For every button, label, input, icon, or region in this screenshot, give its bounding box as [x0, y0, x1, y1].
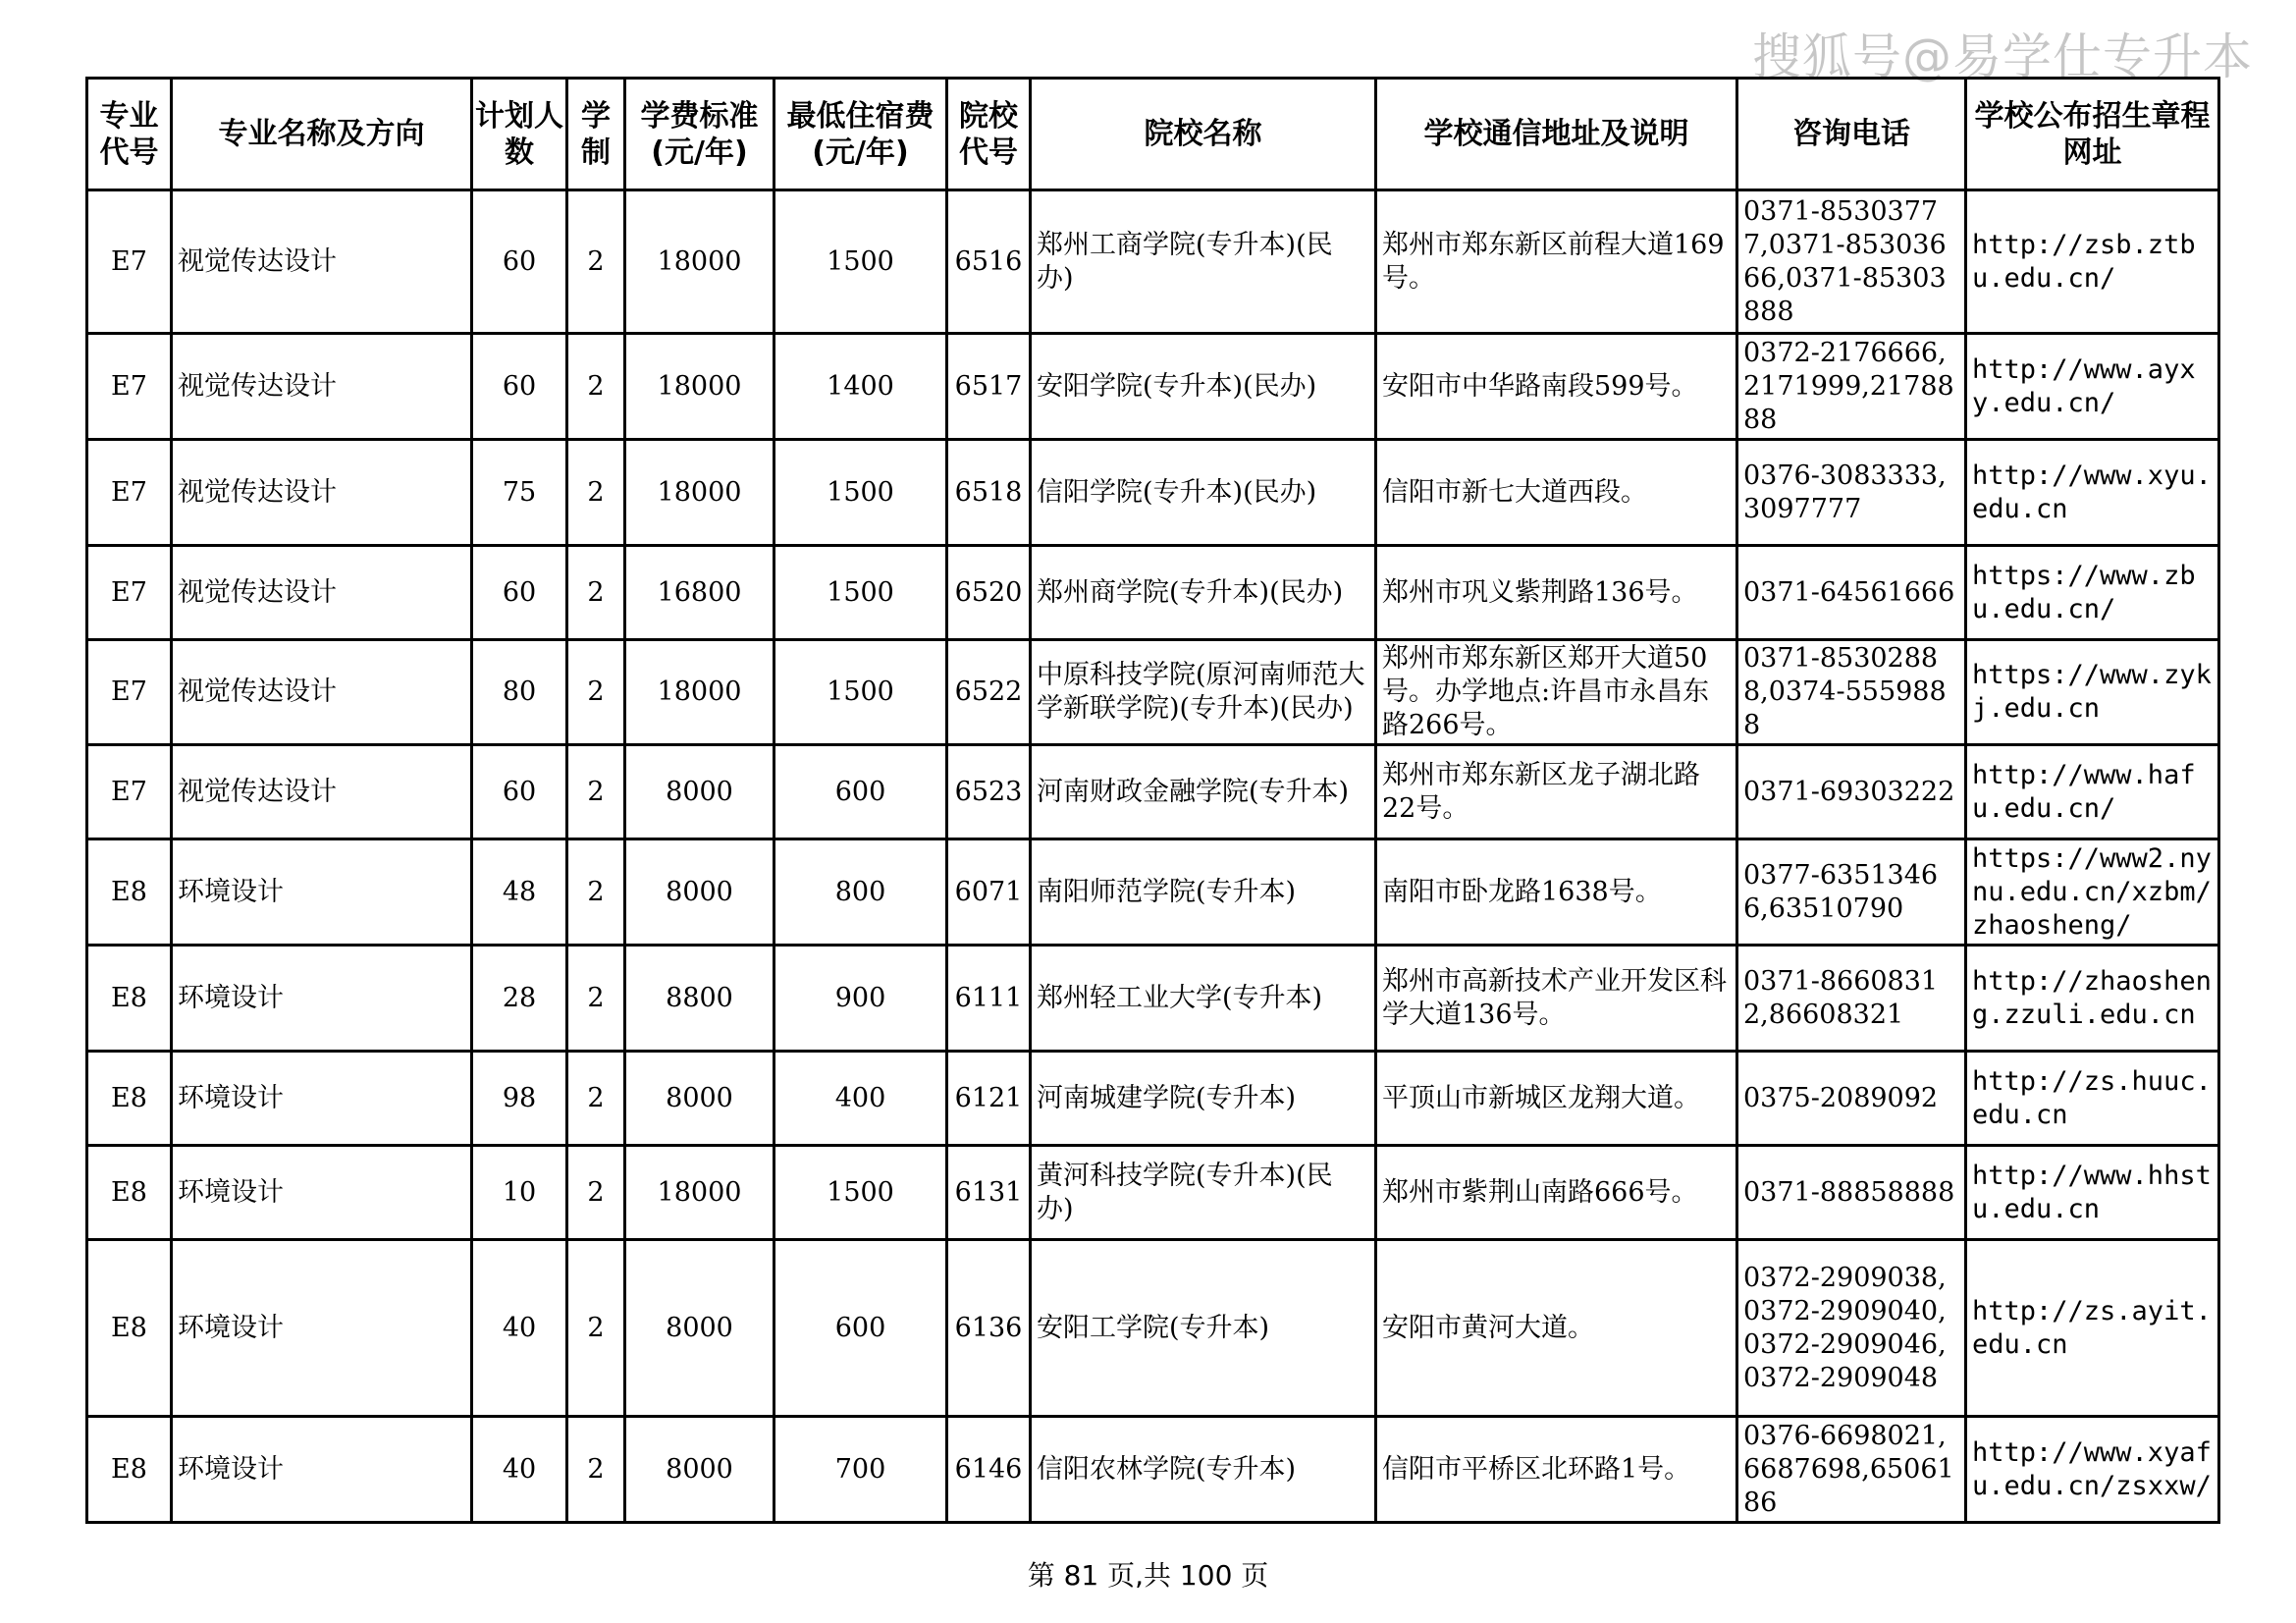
cell-school-code: 6071 [947, 839, 1031, 946]
header-dorm: 最低住宿费(元/年) [774, 79, 947, 190]
cell-url: http://www.hhstu.edu.cn [1966, 1146, 2219, 1240]
cell-fee: 16800 [625, 546, 774, 640]
cell-major: 环境设计 [172, 1146, 472, 1240]
cell-phone: 0371-88858888 [1737, 1146, 1966, 1240]
cell-major: 视觉传达设计 [172, 640, 472, 745]
cell-phone: 0376-3083333,3097777 [1737, 440, 1966, 546]
cell-address: 信阳市新七大道西段。 [1376, 440, 1737, 546]
cell-address: 郑州市郑东新区龙子湖北路22号。 [1376, 745, 1737, 839]
cell-phone: 0372-2909038,0372-2909040,0372-2909046,0372-2909048 [1737, 1240, 1966, 1417]
cell-code: E7 [87, 546, 172, 640]
table-row [87, 546, 2219, 640]
cell-duration: 2 [567, 1417, 625, 1523]
cell-dorm: 1500 [774, 440, 947, 546]
cell-address: 安阳市黄河大道。 [1376, 1240, 1737, 1417]
header-row [87, 79, 2219, 190]
cell-code: E8 [87, 839, 172, 946]
cell-code: E8 [87, 1146, 172, 1240]
cell-url: http://www.xyafu.edu.cn/zsxxw/ [1966, 1417, 2219, 1523]
cell-plan: 98 [472, 1052, 567, 1146]
cell-major: 视觉传达设计 [172, 546, 472, 640]
cell-code: E8 [87, 1052, 172, 1146]
cell-plan: 80 [472, 640, 567, 745]
cell-dorm: 600 [774, 1240, 947, 1417]
header-plan: 计划人数 [472, 79, 567, 190]
cell-major: 环境设计 [172, 946, 472, 1052]
cell-dorm: 1500 [774, 640, 947, 745]
table-body [87, 190, 2219, 1523]
table-row [87, 440, 2219, 546]
cell-school-code: 6136 [947, 1240, 1031, 1417]
cell-school-code: 6518 [947, 440, 1031, 546]
cell-duration: 2 [567, 1052, 625, 1146]
cell-dorm: 1500 [774, 190, 947, 334]
table-row [87, 1417, 2219, 1523]
cell-address: 平顶山市新城区龙翔大道。 [1376, 1052, 1737, 1146]
cell-school-name: 黄河科技学院(专升本)(民办) [1031, 1146, 1376, 1240]
cell-duration: 2 [567, 1240, 625, 1417]
cell-url: http://www.ayxy.edu.cn/ [1966, 334, 2219, 440]
cell-plan: 10 [472, 1146, 567, 1240]
cell-plan: 40 [472, 1417, 567, 1523]
cell-phone: 0371-86608312,86608321 [1737, 946, 1966, 1052]
cell-dorm: 1500 [774, 546, 947, 640]
cell-address: 郑州市郑东新区郑开大道50号。办学地点:许昌市永昌东路266号。 [1376, 640, 1737, 745]
cell-dorm: 1400 [774, 334, 947, 440]
cell-fee: 8000 [625, 745, 774, 839]
cell-school-name: 郑州轻工业大学(专升本) [1031, 946, 1376, 1052]
cell-url: http://zs.huuc.edu.cn [1966, 1052, 2219, 1146]
cell-code: E7 [87, 745, 172, 839]
cell-duration: 2 [567, 440, 625, 546]
table-row [87, 1052, 2219, 1146]
cell-duration: 2 [567, 640, 625, 745]
cell-address: 信阳市平桥区北环路1号。 [1376, 1417, 1737, 1523]
cell-major: 视觉传达设计 [172, 745, 472, 839]
cell-dorm: 700 [774, 1417, 947, 1523]
cell-url: https://www.zykj.edu.cn [1966, 640, 2219, 745]
cell-plan: 60 [472, 190, 567, 334]
cell-address: 郑州市郑东新区前程大道169号。 [1376, 190, 1737, 334]
cell-fee: 8000 [625, 839, 774, 946]
cell-school-code: 6131 [947, 1146, 1031, 1240]
cell-address: 郑州市巩义紫荆路136号。 [1376, 546, 1737, 640]
table-row [87, 1240, 2219, 1417]
cell-school-code: 6516 [947, 190, 1031, 334]
cell-plan: 60 [472, 334, 567, 440]
header-fee: 学费标准(元/年) [625, 79, 774, 190]
cell-phone: 0371-85302888,0374-5559888 [1737, 640, 1966, 745]
cell-school-code: 6121 [947, 1052, 1031, 1146]
cell-major: 视觉传达设计 [172, 334, 472, 440]
cell-duration: 2 [567, 546, 625, 640]
table-row [87, 334, 2219, 440]
cell-duration: 2 [567, 839, 625, 946]
cell-fee: 8000 [625, 1052, 774, 1146]
cell-url: https://www2.nynu.edu.cn/xzbm/zhaosheng/ [1966, 839, 2219, 946]
cell-phone: 0377-63513466,63510790 [1737, 839, 1966, 946]
table-row [87, 946, 2219, 1052]
cell-url: http://zhaosheng.zzuli.edu.cn [1966, 946, 2219, 1052]
cell-dorm: 400 [774, 1052, 947, 1146]
cell-fee: 18000 [625, 1146, 774, 1240]
cell-plan: 40 [472, 1240, 567, 1417]
header-duration: 学制 [567, 79, 625, 190]
cell-address: 南阳市卧龙路1638号。 [1376, 839, 1737, 946]
cell-major: 环境设计 [172, 1417, 472, 1523]
cell-school-code: 6111 [947, 946, 1031, 1052]
cell-url: http://www.xyu.edu.cn [1966, 440, 2219, 546]
cell-school-name: 信阳学院(专升本)(民办) [1031, 440, 1376, 546]
watermark-text: 搜狐号@易学仕专升本 [1752, 28, 2253, 85]
table-row [87, 640, 2219, 745]
cell-address: 安阳市中华路南段599号。 [1376, 334, 1737, 440]
header-url: 学校公布招生章程网址 [1966, 79, 2219, 190]
cell-dorm: 1500 [774, 1146, 947, 1240]
cell-dorm: 600 [774, 745, 947, 839]
cell-code: E8 [87, 1417, 172, 1523]
cell-major: 环境设计 [172, 1052, 472, 1146]
cell-code: E7 [87, 334, 172, 440]
header-address: 学校通信地址及说明 [1376, 79, 1737, 190]
header-major: 专业名称及方向 [172, 79, 472, 190]
cell-phone: 0371-85303777,0371-85303666,0371-85303888 [1737, 190, 1966, 334]
table-row [87, 1146, 2219, 1240]
cell-school-name: 安阳学院(专升本)(民办) [1031, 334, 1376, 440]
cell-duration: 2 [567, 745, 625, 839]
cell-phone: 0371-64561666 [1737, 546, 1966, 640]
cell-plan: 60 [472, 546, 567, 640]
cell-school-name: 郑州工商学院(专升本)(民办) [1031, 190, 1376, 334]
cell-major: 视觉传达设计 [172, 440, 472, 546]
cell-duration: 2 [567, 1146, 625, 1240]
cell-dorm: 800 [774, 839, 947, 946]
cell-fee: 18000 [625, 190, 774, 334]
cell-plan: 75 [472, 440, 567, 546]
cell-plan: 28 [472, 946, 567, 1052]
cell-school-name: 河南城建学院(专升本) [1031, 1052, 1376, 1146]
cell-fee: 8000 [625, 1417, 774, 1523]
cell-code: E7 [87, 190, 172, 334]
enrollment-table [85, 77, 2220, 1524]
cell-fee: 18000 [625, 334, 774, 440]
page-number: 第 81 页,共 100 页 [1027, 1559, 1269, 1592]
cell-url: http://www.hafu.edu.cn/ [1966, 745, 2219, 839]
cell-major: 环境设计 [172, 1240, 472, 1417]
cell-school-code: 6146 [947, 1417, 1031, 1523]
cell-phone: 0372-2176666,2171999,2178888 [1737, 334, 1966, 440]
cell-phone: 0375-2089092 [1737, 1052, 1966, 1146]
table-row [87, 745, 2219, 839]
cell-major: 视觉传达设计 [172, 190, 472, 334]
table-row [87, 839, 2219, 946]
cell-school-name: 郑州商学院(专升本)(民办) [1031, 546, 1376, 640]
cell-dorm: 900 [774, 946, 947, 1052]
cell-fee: 8800 [625, 946, 774, 1052]
cell-phone: 0376-6698021,6687698,6506186 [1737, 1417, 1966, 1523]
cell-code: E7 [87, 640, 172, 745]
cell-code: E8 [87, 946, 172, 1052]
cell-fee: 18000 [625, 440, 774, 546]
cell-code: E7 [87, 440, 172, 546]
cell-school-name: 河南财政金融学院(专升本) [1031, 745, 1376, 839]
cell-url: https://www.zbu.edu.cn/ [1966, 546, 2219, 640]
cell-school-code: 6520 [947, 546, 1031, 640]
cell-school-code: 6522 [947, 640, 1031, 745]
header-phone: 咨询电话 [1737, 79, 1966, 190]
cell-school-name: 信阳农林学院(专升本) [1031, 1417, 1376, 1523]
cell-school-name: 南阳师范学院(专升本) [1031, 839, 1376, 946]
cell-phone: 0371-69303222 [1737, 745, 1966, 839]
cell-code: E8 [87, 1240, 172, 1417]
cell-fee: 8000 [625, 1240, 774, 1417]
cell-school-code: 6517 [947, 334, 1031, 440]
cell-duration: 2 [567, 946, 625, 1052]
cell-fee: 18000 [625, 640, 774, 745]
cell-plan: 48 [472, 839, 567, 946]
cell-school-code: 6523 [947, 745, 1031, 839]
cell-address: 郑州市紫荆山南路666号。 [1376, 1146, 1737, 1240]
header-code: 专业代号 [87, 79, 172, 190]
cell-url: http://zsb.ztbu.edu.cn/ [1966, 190, 2219, 334]
cell-address: 郑州市高新技术产业开发区科学大道136号。 [1376, 946, 1737, 1052]
cell-school-name: 安阳工学院(专升本) [1031, 1240, 1376, 1417]
cell-duration: 2 [567, 334, 625, 440]
cell-plan: 60 [472, 745, 567, 839]
cell-duration: 2 [567, 190, 625, 334]
table-row [87, 190, 2219, 334]
header-school-name: 院校名称 [1031, 79, 1376, 190]
cell-major: 环境设计 [172, 839, 472, 946]
cell-url: http://zs.ayit.edu.cn [1966, 1240, 2219, 1417]
cell-school-name: 中原科技学院(原河南师范大学新联学院)(专升本)(民办) [1031, 640, 1376, 745]
header-school-code: 院校代号 [947, 79, 1031, 190]
